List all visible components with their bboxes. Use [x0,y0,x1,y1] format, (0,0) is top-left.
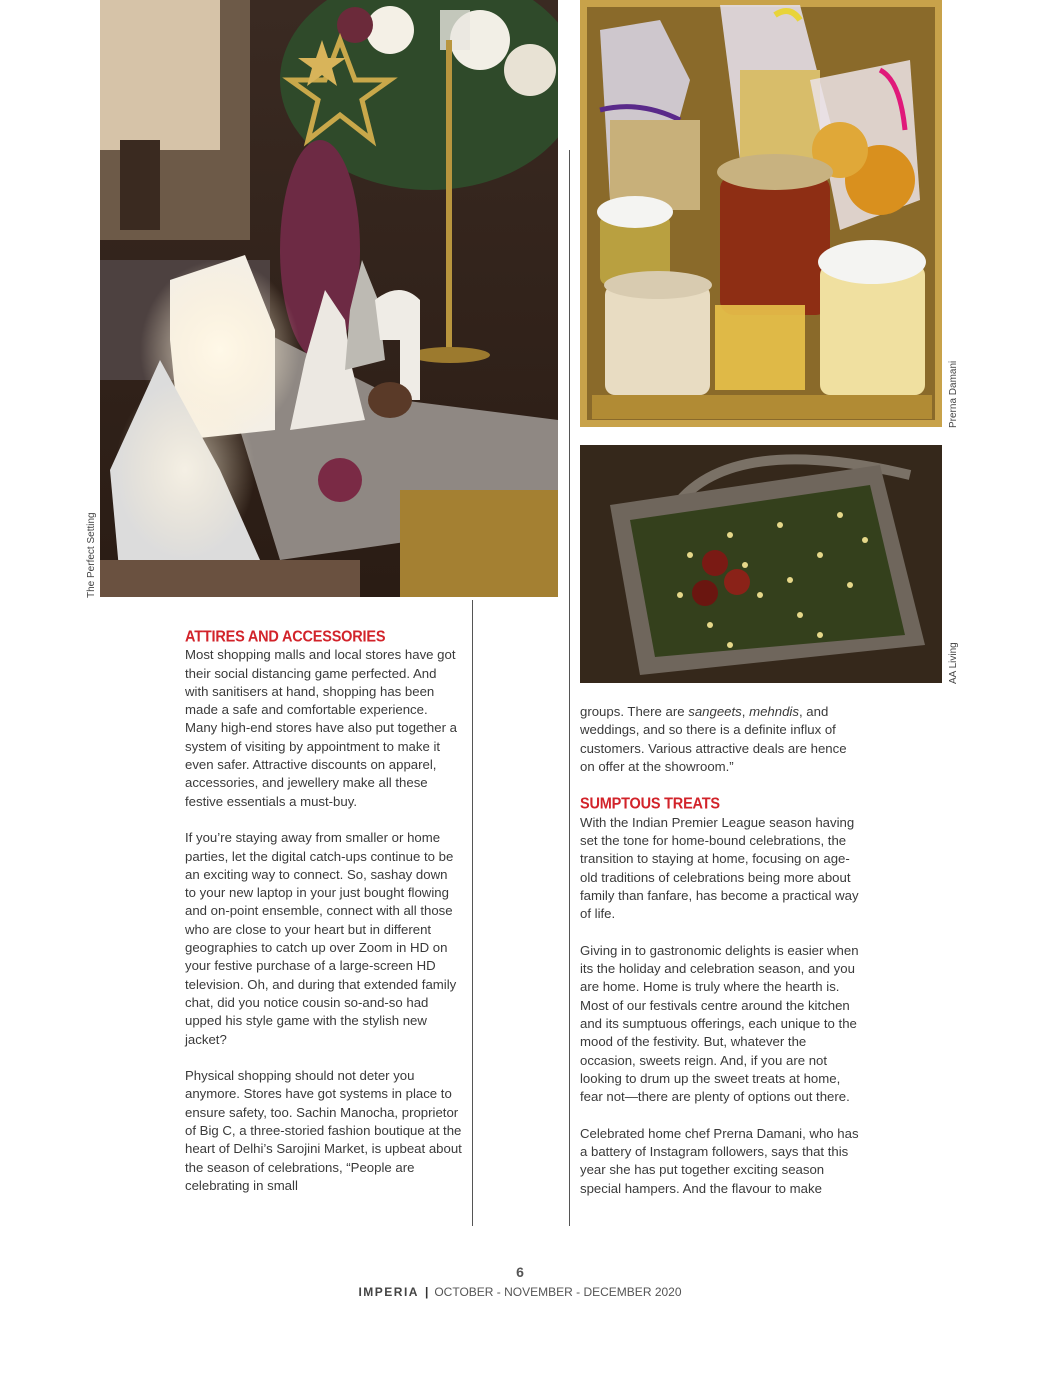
magazine-brand: IMPERIA [358,1285,419,1299]
issue-line [0,1285,1040,1299]
body-paragraph: Most shopping malls and local stores have got their social distancing game perfected. And with sanitisers at hand, shopping has been made a safe and comfortable experience. Many high-end stores have also put together a system of visiting by appointment to make it even safer. Attractive discounts on apparel, accessories, and jewellery make all these festive essentials a must-buy. [185,647,457,809]
column-divider [472,600,473,1226]
body-paragraph: With the Indian Premier League season having set the tone for home-bound celebrations, the transition to staying at home, focusing on age-old traditions of celebrations being more about family than fanfare, has become a practical way of life. [580,814,859,922]
food-hamper-photo [580,0,942,427]
column-divider [569,150,570,1226]
photo-credit: Prerna Damani [948,360,959,428]
article-column-left [185,627,462,1214]
footer-separator: | [424,1285,429,1299]
body-paragraph: If you’re staying away from smaller or home parties, let the digital catch-ups continue to be an exciting way to connect. So, sashay down to your new laptop in your just bought flowing and on-point ensemble, connect with all those who are close to your heart but in different geographies to catch up over Zoom in HD on your festive purchase of a large-screen HD television. Oh, and during that extended family chat, did you notice cousin so-and-so had upped his style game with the stylish new jacket? [185,830,457,1047]
body-paragraph: groups. There are sangeets, mehndis, and weddings, and so there is a definite influx of customers. Various attractive deals are hence on offer at the showroom.” [580,704,847,774]
article-column-right [580,703,860,1216]
photo-credit: The Perfect Setting [86,512,97,598]
body-paragraph: Giving in to gastronomic delights is easier when its the holiday and celebration season, and you are home. Home is truly where the hearth is. Most of our festivals centre around the kitchen and its sumptuous offerings, each unique to the mood of the festivity. But, whatever the occasion, sweets reign. And, if you are not looking to drum up the sweet treats at home, fear not—there are plenty of options out there. [580,942,859,1105]
festive-table-photo [100,0,558,597]
section-heading: SUMPTOUS TREATS [580,795,720,814]
issue-date: OCTOBER - NOVEMBER - DECEMBER 2020 [434,1285,682,1299]
body-paragraph: Physical shopping should not deter you anymore. Stores have got systems in place to ensure safety, too. Sachin Manocha, proprietor of Big C, a three-storied fashion boutique at the heart of Delhi’s Sarojini Market, is upbeat about the season of celebrations, “People are celebrating in small [185,1068,462,1193]
body-paragraph: Celebrated home chef Prerna Damani, who has a battery of Instagram followers, says that this year she has put together exciting season special hampers. And the flavour to make [580,1125,859,1196]
photo-credit: AA Living [948,642,959,684]
section-heading: ATTIRES AND ACCESSORIES [185,628,386,646]
page-number: 6 [516,1264,524,1280]
wicker-basket-photo [580,445,942,683]
